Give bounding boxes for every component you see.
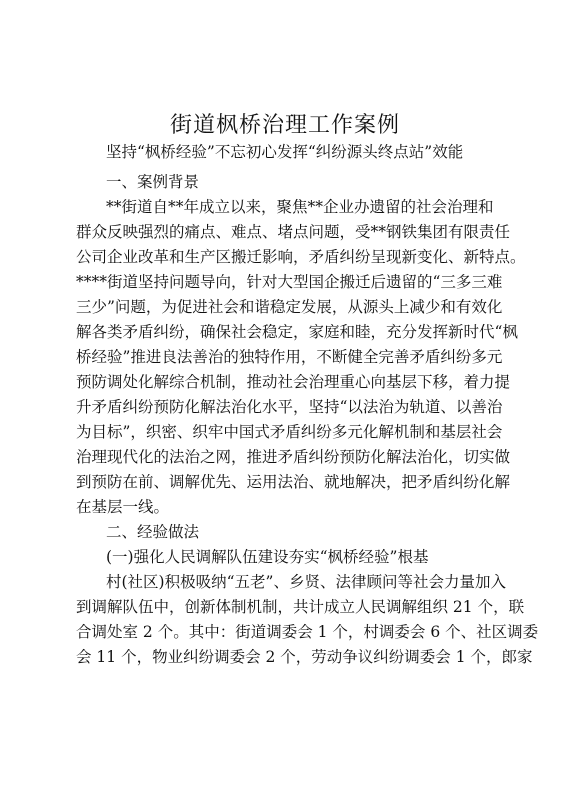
paragraph-line: 三少”问题，为促进社会和谐稳定发展，从源头上减少和有效化 xyxy=(76,298,503,316)
document-title: 街道枫桥治理工作案例 xyxy=(169,113,400,138)
paragraph-line: ****街道坚持问题导向，针对大型国企搬迁后遗留的“三多三难 xyxy=(76,273,503,291)
section-heading-background: 一、案例背景 xyxy=(106,173,200,191)
paragraph-line: 合调处室 2 个。其中：街道调委会 1 个，村调委会 6 个、社区调委 xyxy=(76,623,539,641)
paragraph-line: 解各类矛盾纠纷，确保社会稳定，家庭和睦，充分发挥新时代“枫 xyxy=(76,323,518,341)
paragraph-line: 治理现代化的法治之网，推进矛盾纠纷预防化解法治化，切实做 xyxy=(76,448,511,466)
paragraph-line: 升矛盾纠纷预防化解法治化水平，坚持“以法治为轨道、以善治 xyxy=(76,398,503,416)
paragraph-line: 预防调处化解综合机制，推动社会治理重心向基层下移，着力提 xyxy=(76,373,511,391)
paragraph-line: 群众反映强烈的痛点、难点、堵点问题，受**钢铁集团有限责任 xyxy=(76,223,511,241)
paragraph-line: 公司企业改革和生产区搬迁影响，矛盾纠纷呈现新变化、新特点。 xyxy=(76,248,526,266)
document-subtitle: 坚持“枫桥经验”不忘初心发挥“纠纷源头终点站”效能 xyxy=(106,143,464,161)
paragraph-line: 村(社区)积极吸纳“五老”、乡贤、法律顾问等社会力量加入 xyxy=(106,573,506,591)
paragraph-line: 为目标”，织密、织牢中国式矛盾纠纷多元化解机制和基层社会 xyxy=(76,423,503,441)
paragraph-line: **街道自**年成立以来，聚焦**企业办遗留的社会治理和 xyxy=(106,198,494,216)
section-heading-practices: 二、经验做法 xyxy=(106,523,200,541)
paragraph-line: 会 11 个，物业纠纷调委会 2 个，劳动争议纠纷调委会 1 个，郎家 xyxy=(76,648,533,666)
paragraph-line: 到调解队伍中，创新体制机制，共计成立人民调解组织 21 个，联 xyxy=(76,598,525,616)
paragraph-line: 桥经验”推进良法善治的独特作用，不断健全完善矛盾纠纷多元 xyxy=(76,348,503,366)
paragraph-line: 到预防在前、调解优先、运用法治、就地解决，把矛盾纠纷化解 xyxy=(76,473,511,491)
subsection-heading: (一)强化人民调解队伍建设夯实“枫桥经验”根基 xyxy=(106,548,429,566)
paragraph-line: 在基层一线。 xyxy=(76,498,170,516)
